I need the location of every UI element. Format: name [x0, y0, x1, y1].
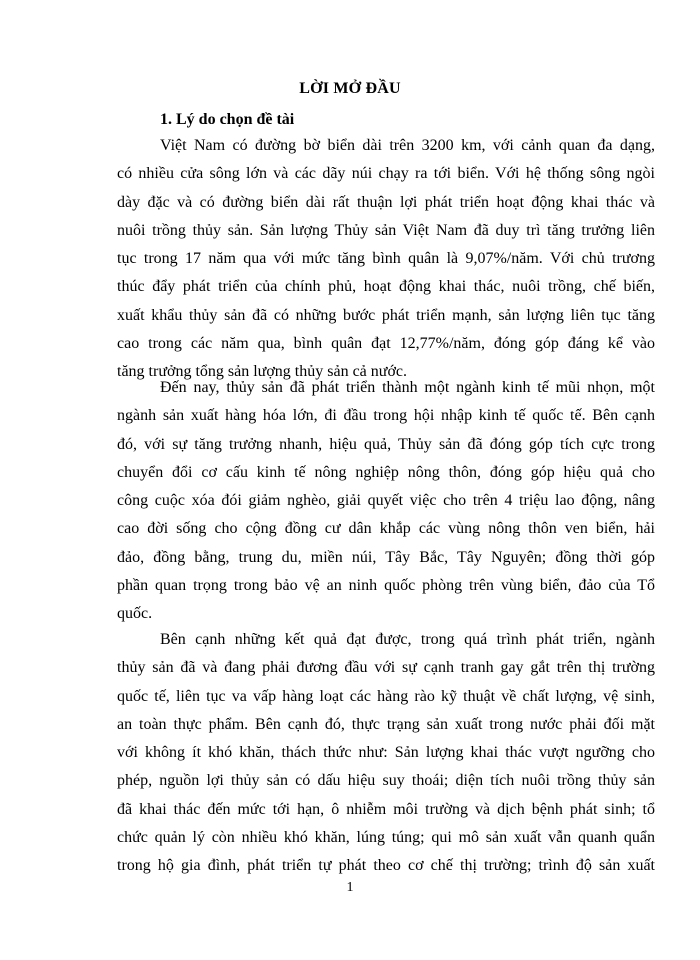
- paragraph-line: thủy sản đã và đang phải đương đầu với sự cạnh tranh gay gắt trên thị trường: [117, 659, 655, 677]
- paragraph-line: cao đời sống cho cộng đồng cư dân khắp các vùng nông thôn ven biển, hải: [117, 520, 655, 538]
- paragraph-line: an toàn thực phẩm. Bên cạnh đó, thực trạng sản xuất trong nước phải đối mặt: [117, 715, 655, 733]
- paragraph-1: [117, 132, 655, 387]
- paragraph-line: đã khai thác đến mức tới hạn, ô nhiễm môi trường và dịch bệnh phát sinh; tổ: [117, 800, 655, 818]
- paragraph-line: ngành sản xuất hàng hóa lớn, đi đầu trong hội nhập kinh tế quốc tế. Bên cạnh: [117, 407, 655, 425]
- paragraph-line: phần quan trọng trong bảo vệ an ninh quốc phòng trên vùng biển, đảo của Tổ: [117, 577, 655, 595]
- paragraph-line: đảo, đồng bằng, trung du, miền núi, Tây Bắc, Tây Nguyên; đồng thời góp: [117, 548, 655, 566]
- paragraph-line: với không ít khó khăn, thách thức như: Sản lượng khai thác vượt ngưỡng cho: [117, 744, 655, 762]
- paragraph-line: xuất khẩu thủy sản đã có những bước phát triển mạnh, sản lượng liên tục tăng: [117, 306, 655, 324]
- paragraph-line: Bên cạnh những kết quả đạt được, trong quá trình phát triển, ngành: [160, 631, 655, 648]
- page-title: LỜI MỞ ĐẦU: [299, 80, 401, 97]
- paragraph-line: có nhiều cửa sông lớn và các dãy núi chạy ra tới biển. Với hệ thống sông ngòi: [117, 165, 655, 183]
- paragraph-line: tăng trưởng tổng sản lượng thủy sản cả nước.: [117, 363, 408, 381]
- paragraph-line: trong hộ gia đình, phát triển tự phát theo cơ chế thị trường; trình độ sản xuất: [117, 857, 655, 875]
- paragraph-line: Đến nay, thủy sản đã phát triển thành một ngành kinh tế mũi nhọn, một: [160, 379, 655, 396]
- paragraph-line: chức quản lý còn nhiều khó khăn, lúng túng; qui mô sản xuất vẫn quanh quẩn: [117, 829, 655, 847]
- paragraph-line: tục trong 17 năm qua với mức tăng bình quân là 9,07%/năm. Với chủ trương: [117, 250, 655, 268]
- paragraph-line: dày đặc và có đường biển dài rất thuận lợi phát triển hoạt động khai thác và: [117, 193, 655, 211]
- paragraph-line: thúc đẩy phát triển của chính phủ, hoạt động khai thác, nuôi trồng, chế biến,: [117, 278, 655, 296]
- paragraph-line: nuôi trồng thủy sản. Sản lượng Thủy sản Việt Nam đã duy trì tăng trưởng liên: [117, 221, 655, 239]
- paragraph-3: [117, 626, 655, 881]
- paragraph-line: phép, nguồn lợi thủy sản có dấu hiệu suy thoái; diện tích nuôi trồng thủy sản: [117, 772, 655, 790]
- section-heading: 1. Lý do chọn đề tài: [160, 111, 295, 128]
- paragraph-line: quốc.: [117, 605, 153, 623]
- paragraph-line: chuyển đổi cơ cấu kinh tế nông nghiệp nông thôn, đóng góp hiệu quả cho: [117, 463, 655, 481]
- paragraph-line: Việt Nam có đường bờ biển dài trên 3200 km, với cảnh quan đa dạng,: [160, 137, 655, 154]
- paragraph-line: đó, với sự tăng trưởng nhanh, hiệu quả, Thủy sản đã đóng góp tích cực trong: [117, 435, 655, 453]
- paragraph-line: công cuộc xóa đói giảm nghèo, giải quyết việc cho trên 4 triệu lao động, nâng: [117, 492, 655, 510]
- paragraph-line: quốc tế, liên tục va vấp hàng loạt các hàng rào kỹ thuật về chất lượng, vệ sinh,: [117, 687, 655, 705]
- page-number: 1: [346, 880, 354, 895]
- paragraph-2: [117, 374, 655, 629]
- paragraph-line: cao trong các năm qua, bình quân đạt 12,77%/năm, đóng góp đáng kể vào: [117, 335, 655, 353]
